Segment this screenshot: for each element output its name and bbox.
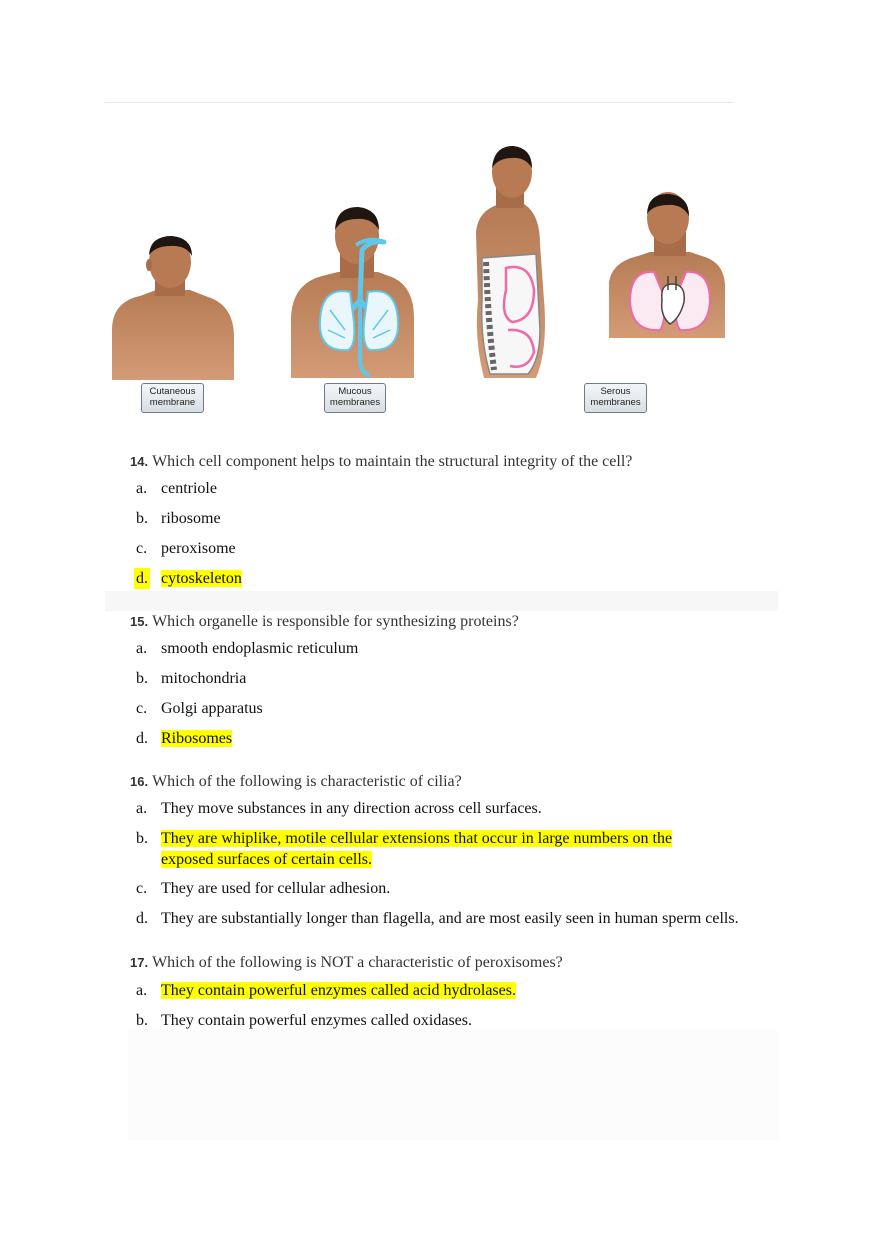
question-14 <box>130 453 632 471</box>
question-number: 16. <box>130 774 149 789</box>
option-letter: c. <box>136 700 148 717</box>
option-letter: a. <box>136 480 148 497</box>
option-text: smooth endoplasmic reticulum <box>161 640 359 657</box>
option-letter: c. <box>136 540 148 557</box>
option-letter: a. <box>136 800 148 817</box>
page-shade <box>128 1030 778 1140</box>
option-letter: b. <box>136 510 148 527</box>
option-letter: c. <box>136 880 148 897</box>
caption-line: membranes <box>329 397 381 408</box>
serous-torso-figure <box>476 146 545 378</box>
option-text: Ribosomes <box>161 730 233 747</box>
cutaneous-figure <box>112 236 234 380</box>
caption-line: Serous <box>600 386 631 397</box>
question-15 <box>130 613 519 631</box>
question-text: Which of the following is characteristic of cilia? <box>152 773 462 790</box>
option-text: They contain powerful enzymes called oxidases. <box>161 1012 472 1029</box>
option-text: They are whiplike, motile cellular extensions that occur in large numbers on the exposed surfaces of certain cells. <box>161 830 673 868</box>
option-text: ribosome <box>161 510 221 527</box>
caption-mucous <box>324 383 386 413</box>
option-letter: a. <box>136 640 148 657</box>
caption-line: Cutaneous <box>149 386 196 397</box>
question-text: Which organelle is responsible for synthesizing proteins? <box>152 613 519 630</box>
question-number: 17. <box>130 955 149 970</box>
question-number: 15. <box>130 614 149 629</box>
option-text-wrap <box>161 828 721 870</box>
option-text: peroxisome <box>161 540 236 557</box>
caption-serous <box>584 383 647 413</box>
option-text: They are substantially longer than flagella, and are most easily seen in human sperm cells. <box>161 910 739 927</box>
question-16 <box>130 773 462 791</box>
option-text: They contain powerful enzymes called acid hydrolases. <box>161 982 516 999</box>
option-text: mitochondria <box>161 670 247 687</box>
option-text: They are used for cellular adhesion. <box>161 880 391 897</box>
option-letter: d. <box>136 910 148 927</box>
option-text: centriole <box>161 480 217 497</box>
caption-line: membrane <box>149 397 196 408</box>
option-letter: b. <box>136 1012 148 1029</box>
mucous-figure <box>291 207 414 378</box>
membranes-illustration <box>0 0 880 430</box>
serous-chest-figure <box>609 192 725 338</box>
option-text: cytoskeleton <box>161 570 242 587</box>
caption-line: Mucous <box>338 386 372 397</box>
option-text-wrap <box>161 728 756 749</box>
page-band <box>105 591 778 611</box>
option-letter: d. <box>136 570 148 587</box>
option-letter: b. <box>136 830 148 847</box>
option-text: They move substances in any direction across cell surfaces. <box>161 800 542 817</box>
question-number: 14. <box>130 454 149 469</box>
question-17 <box>130 954 563 972</box>
membranes-figure <box>0 0 880 430</box>
caption-cutaneous <box>141 383 204 413</box>
option-text: Golgi apparatus <box>161 700 263 717</box>
option-text-wrap <box>161 980 756 1001</box>
option-letter: a. <box>136 982 148 999</box>
question-text: Which cell component helps to maintain the structural integrity of the cell? <box>152 453 633 470</box>
question-text: Which of the following is NOT a characteristic of peroxisomes? <box>152 954 563 971</box>
option-letter: d. <box>136 730 148 747</box>
caption-line: membranes <box>590 397 641 408</box>
option-letter: b. <box>136 670 148 687</box>
option-text-wrap <box>161 568 756 589</box>
